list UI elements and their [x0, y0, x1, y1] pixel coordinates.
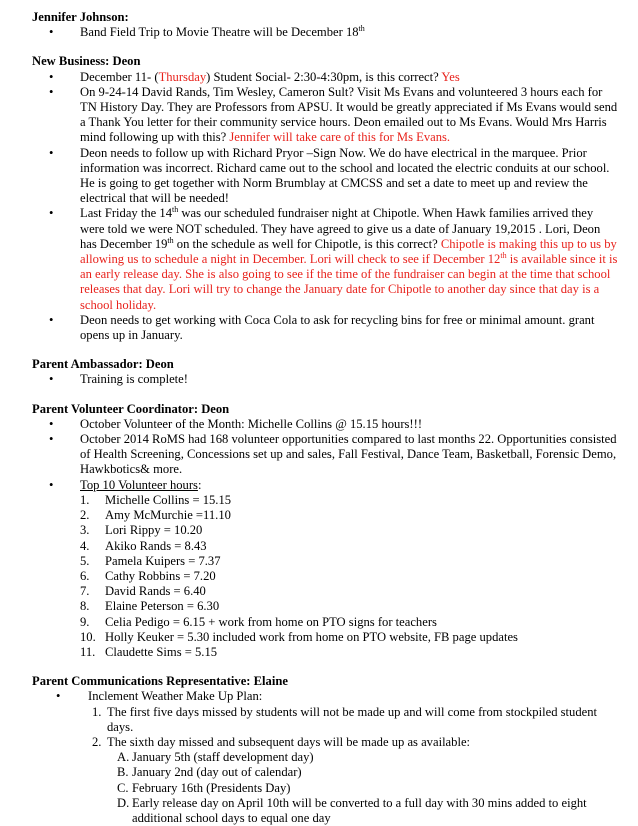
- list-text: Celia Pedigo = 6.15 + work from home on PTO signs for teachers: [105, 614, 437, 629]
- list-text: Akiko Rands = 8.43: [105, 538, 207, 553]
- item-text: February 16th (Presidents Day): [132, 780, 291, 795]
- item-letter: C.: [117, 780, 129, 795]
- bullet-text: Deon needs to follow up with Richard Pryor –Sign Now. We do have electrical in the marquee. Prior information was incorrect. Richard came out to the school and located the electric conduits at our school. He is going to get together with Norm Brumblay at CMCSS and set a date to meet up and review the electrical that will be needed!: [80, 145, 610, 206]
- list-text: David Rands = 6.40: [105, 584, 206, 599]
- bullet-list: [32, 417, 618, 660]
- bullet-item: [32, 432, 618, 478]
- red-note: is available since it is an early release day. She is also going to see if the time of the fundraiser can begin at the time that school releases that day. Lori will try to change the January date for Chipotle to another day since that day is a school holiday.: [80, 252, 618, 312]
- step-item: [92, 705, 618, 735]
- item-letter: A.: [117, 750, 130, 765]
- list-text: Claudette Sims = 5.15: [105, 644, 218, 659]
- list-item: [80, 539, 618, 554]
- bullet-text: December 11- (: [80, 69, 159, 84]
- step-text: The first five days missed by students will not be made up and will come from stockpiled student days.: [107, 704, 598, 734]
- list-number: 6.: [80, 568, 90, 583]
- item-letter: D.: [117, 795, 130, 810]
- list-item: [80, 615, 618, 630]
- top-volunteers-list: [80, 493, 618, 660]
- list-number: 9.: [80, 614, 90, 629]
- item-text: January 5th (staff development day): [132, 750, 314, 765]
- bullet-list: [32, 25, 618, 40]
- list-item: [80, 508, 618, 523]
- makeup-steps: [88, 705, 618, 826]
- bullet-text: Deon needs to get working with Coca Cola to ask for recycling bins for free or minimal amount. grant opens up in January.: [80, 312, 595, 343]
- section-heading: Parent Volunteer Coordinator: Deon: [32, 401, 230, 416]
- section-heading: Jennifer Johnson:: [32, 10, 129, 24]
- bullet-item: [32, 85, 618, 146]
- list-number: 11.: [80, 644, 96, 659]
- step-number: 2.: [92, 734, 102, 749]
- list-item: [80, 645, 618, 660]
- bullet-text: Last Friday the 14: [80, 206, 172, 221]
- list-number: 1.: [80, 492, 90, 507]
- list-item: [80, 523, 618, 538]
- makeup-day-item: [117, 796, 618, 826]
- step-number: 1.: [92, 704, 102, 719]
- bullet-item: [32, 478, 618, 660]
- makeup-day-item: [117, 765, 618, 780]
- list-item: [80, 584, 618, 599]
- list-number: 10.: [80, 629, 96, 644]
- top-volunteers-label: Top 10 Volunteer hours: [80, 477, 198, 492]
- list-number: 4.: [80, 538, 90, 553]
- list-text: Cathy Robbins = 7.20: [105, 568, 216, 583]
- makeup-days-list: [107, 750, 618, 826]
- bullet-text: on the schedule as well for Chipotle, is this correct?: [173, 236, 441, 251]
- bullet-text: Inclement Weather Make Up Plan:: [88, 689, 263, 704]
- bullet-list: [32, 689, 618, 826]
- bullet-item: [32, 313, 618, 343]
- section-jennifer-johnson: [32, 10, 618, 40]
- bullet-list: [32, 372, 618, 387]
- section-heading: New Business: Deon: [32, 54, 141, 69]
- bullet-item: [32, 689, 618, 826]
- list-text: Michelle Collins = 15.15: [105, 492, 232, 507]
- list-item: [80, 554, 618, 569]
- list-text: Pamela Kuipers = 7.37: [105, 553, 221, 568]
- list-item: [80, 493, 618, 508]
- colon: :: [197, 477, 202, 492]
- section-heading: Parent Communications Representative: Elaine: [32, 674, 288, 689]
- superscript: th: [167, 235, 174, 245]
- bullet-item: [32, 372, 618, 387]
- list-text: Lori Rippy = 10.20: [105, 523, 203, 538]
- list-item: [80, 569, 618, 584]
- list-item: [80, 630, 618, 645]
- bullet-text: Training is complete!: [80, 372, 188, 387]
- list-text: Amy McMurchie =11.10: [105, 508, 231, 523]
- list-text: Elaine Peterson = 6.30: [105, 599, 220, 614]
- bullet-text: was our scheduled fundraiser night at Chipotle. When Hawk families arrived they were told we were NOT scheduled. They have agreed to give us a date of January 19,2015 . Lori, Deon has December 19: [80, 206, 601, 251]
- superscript: th: [172, 205, 179, 215]
- bullet-text: On 9-24-14 David Rands, Tim Wesley, Cameron Sult? Visit Ms Evans and volunteered 3 hours each for TN History Day. They are Professors from APSU. It would be greatly appreciated if Ms Evans would send a Thank You letter for their community service hours. Deon emailed out to Ms Evans. Would Mrs Harris mind following up with this?: [80, 84, 618, 145]
- list-number: 2.: [80, 508, 90, 523]
- item-text: Early release day on April 10th will be converted to a full day with 30 mins added to eight additional school days to equal one day: [132, 795, 587, 825]
- red-note: Yes: [441, 69, 460, 84]
- bullet-text: Band Field Trip to Movie Theatre will be December 18: [80, 25, 359, 40]
- red-note: Chipotle is making this up to us by allowing us to schedule a night in December. Lori will check to see if December 12: [80, 236, 617, 267]
- bullet-text: ) Student Social- 2:30-4:30pm, is this correct?: [206, 69, 442, 84]
- item-text: January 2nd (day out of calendar): [132, 765, 302, 780]
- bullet-item: [32, 417, 618, 432]
- list-number: 3.: [80, 523, 90, 538]
- section-new-business: [32, 54, 618, 343]
- makeup-day-item: [117, 781, 618, 796]
- section-parent-communications: [32, 674, 618, 826]
- step-item: [92, 735, 618, 826]
- bullet-list: [32, 70, 618, 344]
- list-number: 5.: [80, 553, 90, 568]
- list-number: 8.: [80, 599, 90, 614]
- item-letter: B.: [117, 765, 129, 780]
- section-heading: Parent Ambassador: Deon: [32, 357, 174, 372]
- bullet-text: October 2014 RoMS had 168 volunteer opportunities compared to last months 22. Opportunities consisted of Health Screening, Concessions set up and sales, Fall Festival, Dance Team, Basketball, Forensic Demo, Hawkbotics& more.: [80, 432, 617, 477]
- bullet-item: [32, 206, 618, 312]
- bullet-item: [32, 70, 618, 85]
- section-parent-ambassador: [32, 357, 618, 387]
- bullet-item: [32, 25, 618, 40]
- superscript: th: [500, 251, 507, 261]
- list-item: [80, 599, 618, 614]
- bullet-text: October Volunteer of the Month: Michelle Collins @ 15.15 hours!!!: [80, 416, 423, 431]
- list-text: Holly Keuker = 5.30 included work from home on PTO website, FB page updates: [105, 629, 518, 644]
- step-text: The sixth day missed and subsequent days will be made up as available:: [107, 734, 471, 749]
- red-note: Jennifer will take care of this for Ms Evans.: [229, 130, 451, 145]
- red-note: Thursday: [158, 69, 207, 84]
- makeup-day-item: [117, 750, 618, 765]
- list-number: 7.: [80, 584, 90, 599]
- section-parent-volunteer-coordinator: [32, 402, 618, 660]
- superscript: th: [358, 24, 365, 34]
- bullet-item: [32, 146, 618, 207]
